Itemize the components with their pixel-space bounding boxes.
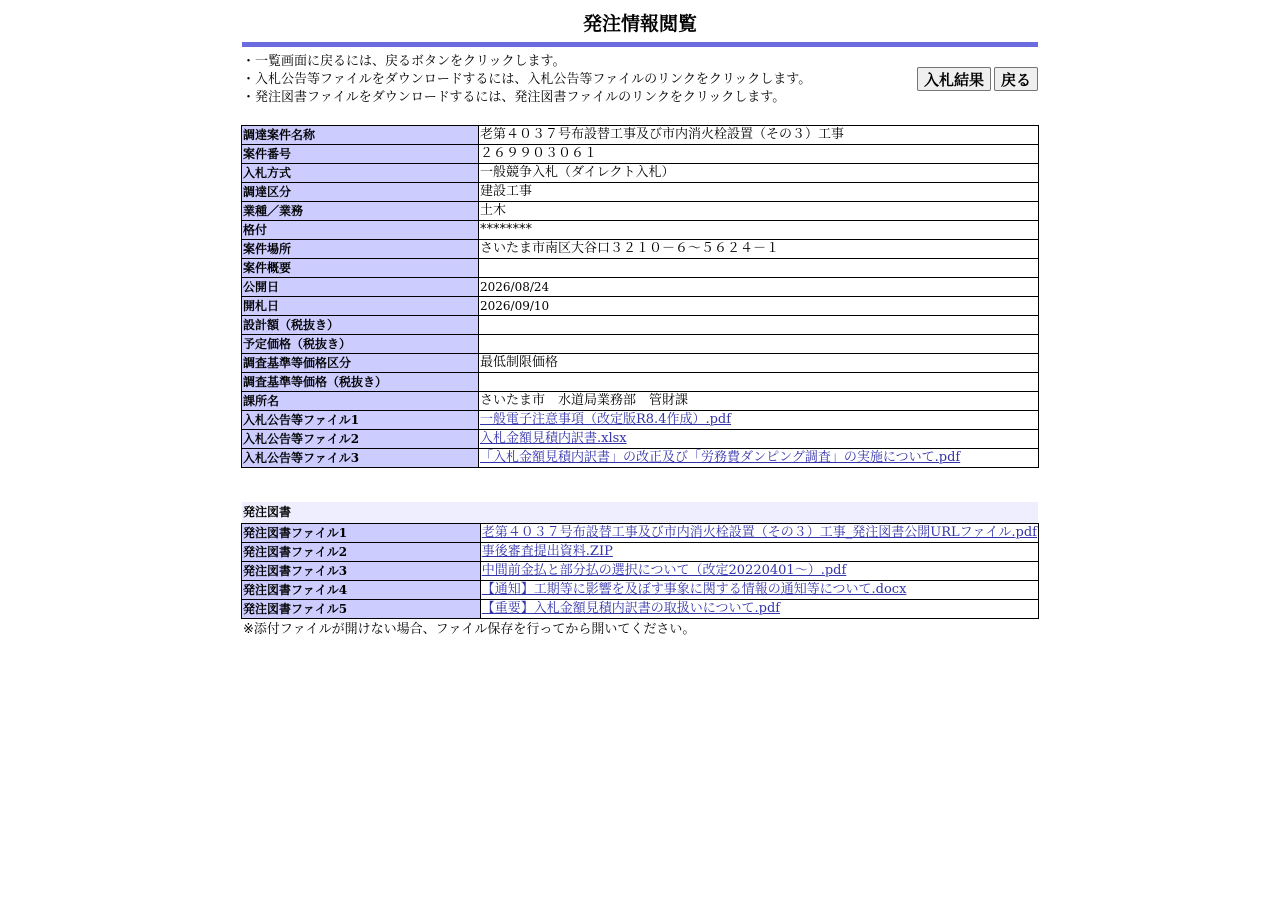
order-file-1-link[interactable]: 老第４０３７号布設替工事及び市内消火栓設置（その３）工事_発注図書公開URLファイル.pdf [481,525,1037,540]
bid-result-button[interactable]: 入札結果 [917,67,991,91]
row-value-order-file-2 [480,543,1038,562]
action-buttons [917,67,1038,91]
row-label-order-file-2: 発注図書ファイル2 [242,543,481,562]
row-label-notice-file-1: 入札公告等ファイル1 [242,411,479,430]
row-value-order-file-3 [480,562,1038,581]
row-value-bid-method: 一般競争入札（ダイレクト入札） [479,164,1039,183]
row-value-summary [479,259,1039,278]
row-label-summary: 案件概要 [242,259,479,278]
row-value-notice-file-1 [479,411,1039,430]
table-row [242,392,1039,411]
case-info-table [241,125,1039,468]
order-docs-table [241,523,1039,619]
row-label-order-file-5: 発注図書ファイル5 [242,600,481,619]
table-row [242,562,1039,581]
row-label-standard-price: 調査基準等価格（税抜き） [242,373,479,392]
order-file-4-link[interactable]: 【通知】工期等に影響を及ぼす事象に関する情報の通知等について.docx [481,582,907,597]
row-label-case-name: 調達案件名称 [242,126,479,145]
row-label-order-file-4: 発注図書ファイル4 [242,581,481,600]
notice-file-3-link[interactable]: 「入札金額見積内訳書」の改正及び「労務費ダンピング調査」の実施について.pdf [480,450,961,465]
table-row [242,183,1039,202]
row-label-bid-method: 入札方式 [242,164,479,183]
table-row [242,126,1039,145]
row-value-notice-file-3 [479,449,1039,468]
row-value-location: さいたま市南区大谷口３２１０－６～５６２４－１ [479,240,1039,259]
table-row [242,411,1039,430]
table-row [242,524,1039,543]
instruction-item: ・一覧画面に戻るには、戻るボタンをクリックします。 [242,54,566,69]
row-value-order-file-1 [480,524,1038,543]
table-row [242,430,1039,449]
row-value-order-file-4 [480,581,1038,600]
row-label-rating: 格付 [242,221,479,240]
table-row [242,600,1039,619]
row-value-notice-file-2 [479,430,1039,449]
row-label-procurement-category: 調達区分 [242,183,479,202]
row-value-procurement-category: 建設工事 [479,183,1039,202]
instruction-item: ・発注図書ファイルをダウンロードするには、発注図書ファイルのリンクをクリックします。 [242,90,786,105]
row-value-standard-price-category: 最低制限価格 [479,354,1039,373]
instructions-area [242,47,1038,125]
table-row [242,449,1039,468]
row-value-design-amount [479,316,1039,335]
order-file-2-link[interactable]: 事後審査提出資料.ZIP [481,544,613,559]
row-label-opening-date: 開札日 [242,297,479,316]
row-label-department: 課所名 [242,392,479,411]
row-label-design-amount: 設計額（税抜き） [242,316,479,335]
row-label-order-file-1: 発注図書ファイル1 [242,524,481,543]
table-row [242,145,1039,164]
table-row [242,543,1039,562]
row-label-standard-price-category: 調査基準等価格区分 [242,354,479,373]
table-row [242,240,1039,259]
row-value-opening-date: 2026/09/10 [479,297,1039,316]
table-row [242,297,1039,316]
row-value-case-name: 老第４０３７号布設替工事及び市内消火栓設置（その３）工事 [479,126,1039,145]
table-row [242,278,1039,297]
row-value-planned-price [479,335,1039,354]
row-value-industry: 土木 [479,202,1039,221]
row-label-location: 案件場所 [242,240,479,259]
row-label-notice-file-2: 入札公告等ファイル2 [242,430,479,449]
notice-file-1-link[interactable]: 一般電子注意事項（改定版R8.4作成）.pdf [480,412,732,427]
row-label-case-number: 案件番号 [242,145,479,164]
row-label-industry: 業種／業務 [242,202,479,221]
table-row [242,354,1039,373]
row-value-case-number: ２６９９０３０６１ [479,145,1039,164]
attachment-note: ※添付ファイルが開けない場合、ファイル保存を行ってから開いてください。 [243,622,696,637]
row-value-publish-date: 2026/08/24 [479,278,1039,297]
table-row [242,373,1039,392]
back-button[interactable]: 戻る [994,67,1038,91]
order-docs-heading: 発注図書 [242,502,1038,523]
table-row [242,316,1039,335]
row-label-order-file-3: 発注図書ファイル3 [242,562,481,581]
page-container [242,0,1038,639]
row-value-rating: ******** [479,221,1039,240]
section-spacer [242,468,1038,502]
row-value-department: さいたま市 水道局業務部 管財課 [479,392,1039,411]
row-label-notice-file-3: 入札公告等ファイル3 [242,449,479,468]
row-value-standard-price [479,373,1039,392]
table-row [242,259,1039,278]
table-row [242,164,1039,183]
page-title: 発注情報閲覧 [582,13,697,35]
table-row [242,221,1039,240]
notice-file-2-link[interactable]: 入札金額見積内訳書.xlsx [480,431,627,446]
row-value-order-file-5 [480,600,1038,619]
row-label-planned-price: 予定価格（税抜き） [242,335,479,354]
table-row [242,335,1039,354]
order-file-5-link[interactable]: 【重要】入札金額見積内訳書の取扱いについて.pdf [481,601,781,616]
table-row [242,581,1039,600]
order-file-3-link[interactable]: 中間前金払と部分払の選択について（改定20220401～）.pdf [481,563,847,578]
instruction-item: ・入札公告等ファイルをダウンロードするには、入札公告等ファイルのリンクをクリックします。 [242,72,812,87]
table-row [242,202,1039,221]
row-label-publish-date: 公開日 [242,278,479,297]
